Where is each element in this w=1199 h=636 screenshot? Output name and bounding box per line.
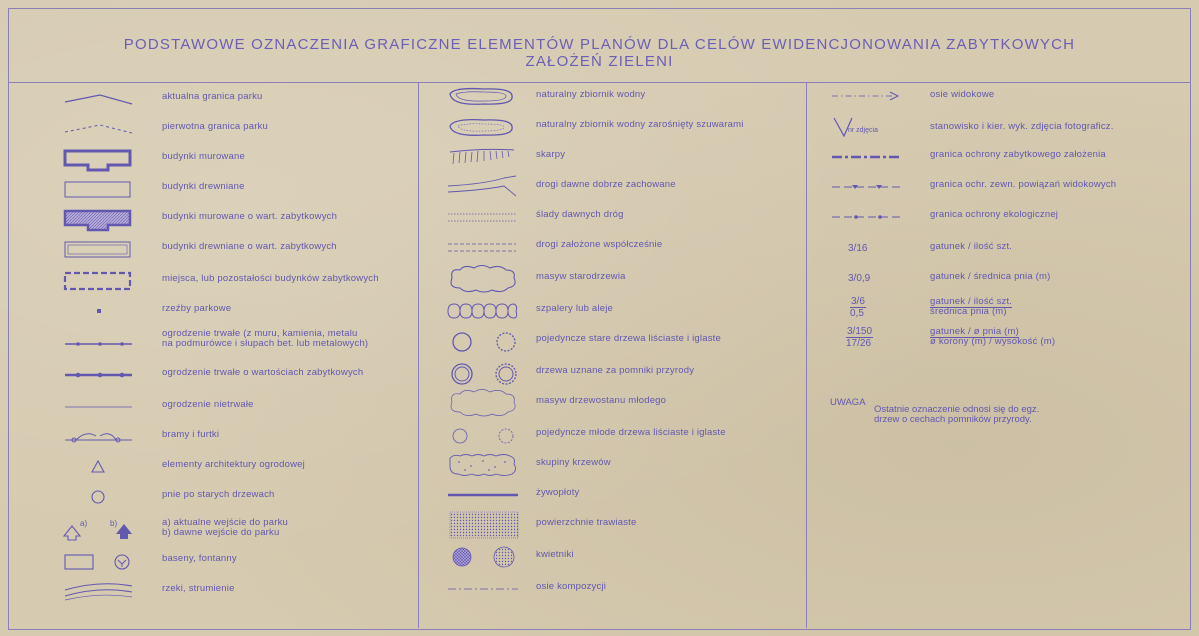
legend-label: granica ochrony ekologicznej — [930, 209, 1059, 220]
legend-label: elementy architektury ogrodowej — [162, 459, 305, 470]
legend-label-line-1: ogrodzenie trwałe (z muru, kamienia, metalu — [162, 328, 358, 339]
species-count-diameter-code-2: 0,5 — [850, 308, 864, 319]
legend-label: powierzchnie trawiaste — [536, 517, 637, 528]
legend-label-line-2: średnica pnia (m) — [930, 306, 1007, 317]
note-heading: UWAGA — [830, 397, 866, 408]
legend-label: bramy i furtki — [162, 429, 220, 440]
legend-label: granica ochrony zabytkowego założenia — [930, 149, 1106, 160]
legend-label: osie kompozycji — [536, 581, 607, 592]
legend-label: drzewa uznane za pomniki przyrody — [536, 365, 695, 376]
legend-label: szpalery lub aleje — [536, 303, 614, 314]
note-text — [874, 405, 1039, 425]
monument-tree-code: 3/150 — [847, 326, 873, 337]
legend-label: aktualna granica parku — [162, 91, 263, 102]
legend-label: pojedyncze młode drzewa liściaste i iglaste — [536, 427, 726, 438]
legend-label: drogi dawne dobrze zachowane — [536, 179, 676, 190]
entrance-tag-b: b) — [110, 519, 118, 528]
legend-label: żywopłoty — [536, 487, 580, 498]
legend-label: pojedyncze stare drzewa liściaste i iglaste — [536, 333, 721, 344]
legend-label — [930, 327, 1055, 347]
legend-label: gatunek / średnica pnia (m) — [930, 271, 1051, 282]
legend-label: budynki drewniane — [162, 181, 245, 192]
legend-label: miejsca, lub pozostałości budynków zabytkowych — [162, 273, 379, 284]
legend-label: masyw drzewostanu młodego — [536, 395, 667, 406]
species-count-code: 3/16 — [848, 243, 868, 254]
legend-label: stanowisko i kier. wyk. zdjęcia fotograficz. — [930, 121, 1114, 132]
monument-tree-code-2: 17/26 — [846, 338, 872, 349]
legend-label: gatunek / ilość szt. — [930, 241, 1013, 252]
legend-label: rzeki, strumienie — [162, 583, 235, 594]
note-block — [830, 397, 1040, 425]
entrance-tag-a: a) — [80, 519, 88, 528]
legend-label: osie widokowe — [930, 89, 995, 100]
legend-label-line-2: ø korony (m) / wysokość (m) — [930, 336, 1056, 347]
title-line-1: PODSTAWOWE OZNACZENIA GRAFICZNE ELEMENTÓW PLANÓW DLA CELÓW EWIDENCJONOWANIA ZABYTKOWYCH — [123, 36, 1076, 53]
legend-label: pierwotna granica parku — [162, 121, 268, 132]
legend-label-line-2: na podmurówce i słupach bet. lub metalowych) — [162, 338, 369, 349]
legend-label: naturalny zbiornik wodny zarośnięty szuwarami — [536, 119, 744, 130]
legend-label: ślady dawnych dróg — [536, 209, 624, 220]
legend-label: drogi założone współcześnie — [536, 239, 663, 250]
legend-label: ogrodzenie nietrwałe — [162, 399, 254, 410]
legend-label: budynki drewniane o wart. zabytkowych — [162, 241, 337, 252]
legend-label: skarpy — [536, 149, 566, 160]
photo-number-tag: nr zdjęcia — [848, 127, 878, 134]
legend-label: budynki murowane o wart. zabytkowych — [162, 211, 338, 222]
legend-label: ogrodzenie trwałe o wartościach zabytkowych — [162, 367, 364, 378]
legend-label: rzeźby parkowe — [162, 303, 232, 314]
legend-label — [162, 518, 288, 538]
legend-label: skupiny krzewów — [536, 457, 611, 468]
title-line-2: ZAŁOŻEŃ ZIELENI — [525, 53, 674, 70]
legend-label: granica ochr. zewn. powiązań widokowych — [930, 179, 1117, 190]
column-divider-2 — [806, 82, 807, 628]
legend-label: naturalny zbiornik wodny — [536, 89, 646, 100]
legend-label-line-1: gatunek / ø pnia (m) — [930, 326, 1020, 337]
note-line-1: Ostatnie oznaczenie odnosi się do egz. — [874, 404, 1040, 415]
species-count-diameter-code: 3/6 — [851, 296, 865, 307]
legend-label: budynki murowane — [162, 151, 245, 162]
title-divider — [8, 82, 1191, 83]
legend-label-line-2: b) dawne wejście do parku — [162, 527, 280, 538]
legend-label: kwietniki — [536, 549, 574, 560]
legend-label-line-1: gatunek / ilość szt. — [930, 296, 1013, 307]
legend-label: pnie po starych drzewach — [162, 489, 275, 500]
species-diameter-code: 3/0,9 — [848, 273, 871, 284]
legend-label: masyw starodrzewia — [536, 271, 626, 282]
legend-label-line-1: a) aktualne wejście do parku — [162, 517, 289, 528]
legend-label: baseny, fontanny — [162, 553, 237, 564]
legend-title — [0, 36, 1199, 70]
legend-label — [930, 297, 1012, 317]
note-line-2: drzew o cechach pomników przyrody. — [874, 414, 1032, 425]
legend-label — [162, 329, 368, 349]
column-divider-1 — [418, 82, 419, 628]
